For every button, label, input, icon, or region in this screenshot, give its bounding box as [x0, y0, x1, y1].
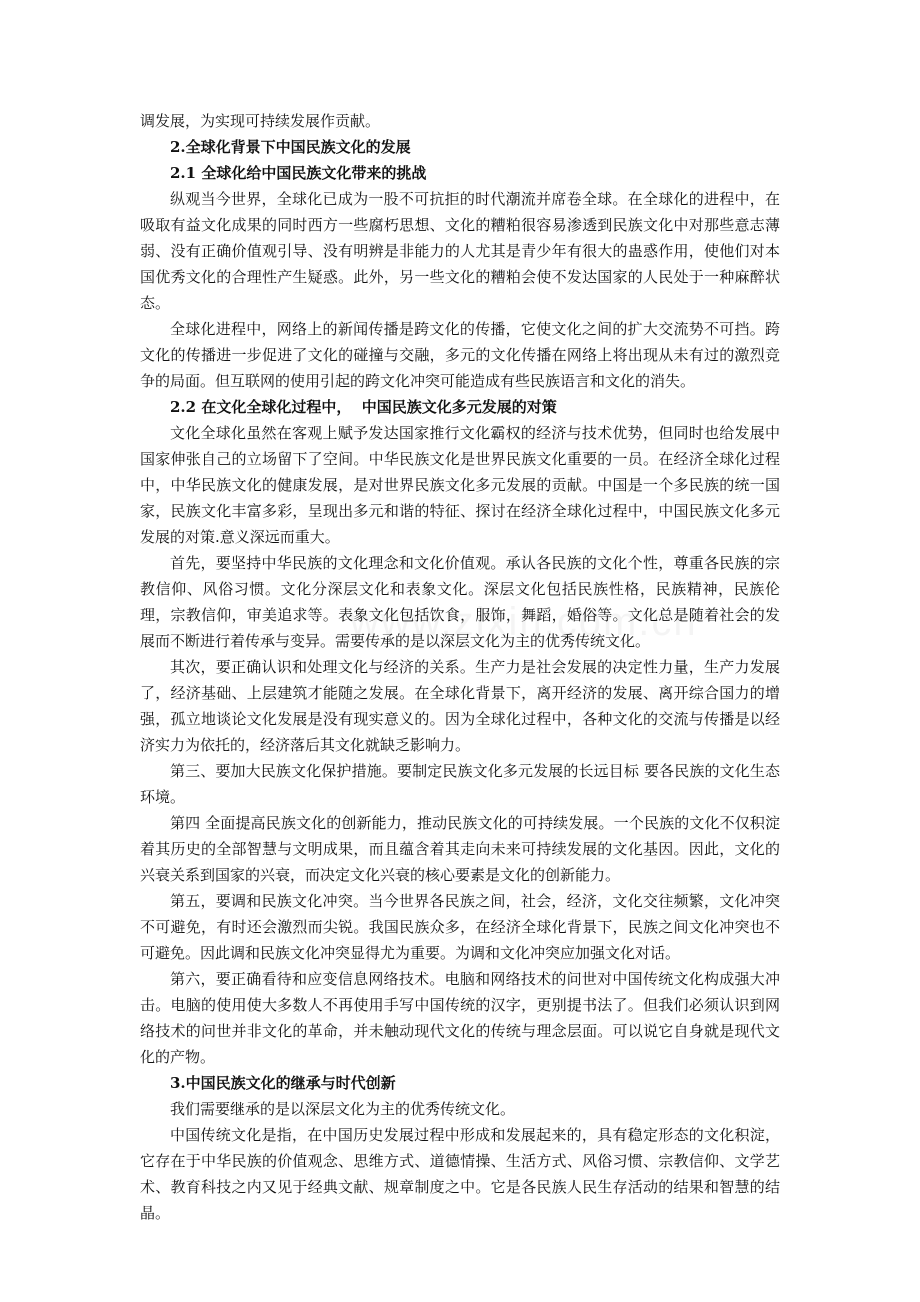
paragraph-10: 我们需要继承的是以深层文化为主的优秀传统文化。	[170, 1100, 516, 1118]
heading-section-2-2: 2.2 在文化全球化过程中， 中国民族文化多元发展的对策	[170, 398, 557, 416]
paragraph-1: 纵观当今世界，全球化已成为一股不可抗拒的时代潮流并席卷全球。在全球化的进程中，在吸取有益文化成果的同时西方一些腐朽思想、文化的糟粕很容易渗透到民族文化中对那些意志薄弱、没有正确价值观引导、没有明辨是非能力的人尤其是青少年有很大的蛊惑作用，使他们对本国优秀文化的合理性产生疑惑。此外，另一些文化的糟粕会使不发达国家的人民处于一种麻醉状态。	[140, 190, 780, 312]
heading-section-3: 3.中国民族文化的继承与时代创新	[170, 1074, 396, 1092]
paragraph-4: 首先，要坚持中华民族的文化理念和文化价值观。承认各民族的文化个性，尊重各民族的宗教信仰、风俗习惯。文化分深层文化和表象文化。深层文化包括民族性格，民族精神，民族伦理，宗教信仰，审美追求等。表象文化包括饮食，服饰，舞蹈，婚俗等。文化总是随着社会的发展而不断进行着传承与变异。需要传承的是以深层文化为主的优秀传统文化。	[140, 554, 780, 650]
paragraph-3: 文化全球化虽然在客观上赋予发达国家推行文化霸权的经济与技术优势，但同时也给发展中国家伸张自己的立场留下了空间。中华民族文化是世界民族文化重要的一员。在经济全球化过程中，中华民族文化的健康发展，是对世界民族文化多元发展的贡献。中国是一个多民族的统一国家，民族文化丰富多彩，呈现出多元和谐的特征、探讨在经济全球化过程中，中国民族文化多元发展的对策.意义深远而重大。	[140, 424, 780, 546]
paragraph-11: 中国传统文化是指，在中国历史发展过程中形成和发展起来的，具有稳定形态的文化积淀，它存在于中华民族的价值观念、思维方式、道德情操、生活方式、风俗习惯、宗教信仰、文学艺术、教育科技之内又见于经典文献、规章制度之中。它是各民族人民生存活动的结果和智慧的结晶。	[140, 1126, 780, 1222]
heading-section-2-1: 2.1 全球化给中国民族文化带来的挑战	[170, 164, 427, 182]
paragraph-5: 其次，要正确认识和处理文化与经济的关系。生产力是社会发展的决定性力量，生产力发展了，经济基础、上层建筑才能随之发展。在全球化背景下，离开经济的发展、离开综合国力的增强，孤立地谈论文化发展是没有现实意义的。因为全球化过程中，各种文化的交流与传播是以经济实力为依托的，经济落后其文化就缺乏影响力。	[140, 658, 780, 754]
paragraph-7: 第四 全面提高民族文化的创新能力，推动民族文化的可持续发展。一个民族的文化不仅积淀着其历史的全部智慧与文明成果，而且蕴含着其走向未来可持续发展的文化基因。因此，文化的兴衰关系到国家的兴衰，而决定文化兴衰的核心要素是文化的创新能力。	[140, 814, 780, 884]
heading-section-2: 2.全球化背景下中国民族文化的发展	[170, 138, 411, 156]
paragraph-2: 全球化进程中，网络上的新闻传播是跨文化的传播，它使文化之间的扩大交流势不可挡。跨文化的传播进一步促进了文化的碰撞与交融，多元的文化传播在网络上将出现从未有过的激烈竞争的局面。但互联网的使用引起的跨文化冲突可能造成有些民族语言和文化的消失。	[140, 320, 780, 390]
paragraph-intro: 调发展，为实现可持续发展作贡献。	[140, 112, 381, 130]
document-body	[140, 108, 780, 1226]
paragraph-6: 第三、要加大民族文化保护措施。要制定民族文化多元发展的长远目标 要各民族的文化生态环境。	[140, 762, 780, 806]
paragraph-9: 第六，要正确看待和应变信息网络技术。电脑和网络技术的问世对中国传统文化构成强大冲击。电脑的使用使大多数人不再使用手写中国传统的汉字，更别提书法了。但我们必须认识到网络技术的问世并非文化的革命，并未触动现代文化的传统与理念层面。可以说它自身就是现代文化的产物。	[140, 970, 780, 1066]
paragraph-8: 第五，要调和民族文化冲突。当今世界各民族之间，社会，经济，文化交往频繁，文化冲突不可避免，有时还会激烈而尖锐。我国民族众多，在经济全球化背景下，民族之间文化冲突也不可避免。因此调和民族文化冲突显得尤为重要。为调和文化冲突应加强文化对话。	[140, 892, 780, 962]
